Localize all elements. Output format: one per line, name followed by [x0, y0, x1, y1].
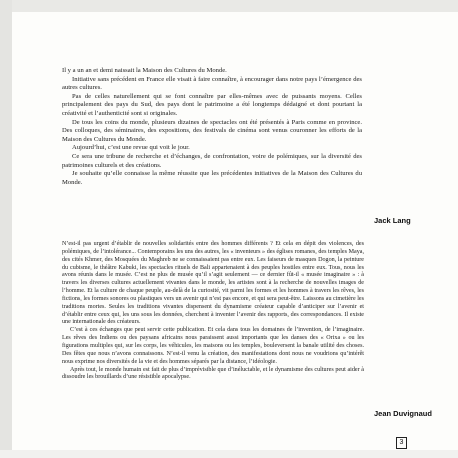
paragraph: C’est à ces échanges que peut servir cette publication. Et cela dans tous les domaines de l’invention, de l’imaginaire. Les rêves des Indiens ou des paysans africains nous paraissent aussi importants que les danses des « Orixa » ou les figurations multiples qui, sur les corps, les véhicules, les maisons ou les temples, bouleversent la banale utilité des choses. Des fêtes que nous n’avons connaissons. N’est-il venu la création, des manifestations dont nous ne voudrions qu’intérêt nous exprime nos diversités de la vie et des hommes séparés par la distance, l’idéologie. [62, 327, 364, 365]
page-edge-top [0, 0, 458, 12]
paragraph: Je souhaite qu’elle connaisse la même réussite que les précédentes initiatives de la Maison des Cultures du Monde. [62, 170, 362, 186]
paragraph: Ce sera une tribune de recherche et d’échanges, de confrontation, voire de polémiques, sur la diversité des patrimoines culturels et des créations. [62, 152, 362, 169]
page-edge-bottom [0, 450, 458, 458]
signature-jack-lang: Jack Lang [374, 216, 411, 225]
paragraph: Aujourd’hui, c’est une revue qui voit le jour. [72, 144, 190, 152]
page-number: 3 [396, 437, 407, 449]
paragraph: De tous les coins du monde, plusieurs dizaines de spectacles ont été présentés à Paris comme en province. Des colloques, des séminaires, des expositions, des festivals de cinéma sont venus couronner les efforts de la Maison des Cultures du Monde. [62, 118, 362, 143]
page-edge-left [0, 0, 12, 458]
signature-jean-duvignaud: Jean Duvignaud [374, 409, 432, 418]
editorial-text-jack-lang [62, 67, 362, 187]
paragraph: Pas de celles naturellement qui se font connaître par elles-mêmes avec de puissants moyens. Celles principalement des pays du Sud, des pays dont le patrimoine a été longtemps dédaigné et dont pourtant la créativité et l’authenticité sont si originales. [62, 92, 362, 117]
paragraph: N’est-il pas urgent d’établir de nouvelles solidarités entre des hommes différents ? Et cela en dépit des violences, des polémiques, de l’intolérance... Contemporains les uns des autres, les « inventeurs » des églises romanes, des temples Maya, des cités Khmer, des Mosquées du Maghreb ne se connaissaient pas entre eux. Les faiseurs de masques Dogon, la peinture du cubisme, le théâtre Kabuki, les spectacles rituels de Bali appartenaient à des peuples hostiles entre eux. Tous, nous les avons réunis dans le musée. C’est ne plus de musée qu’il s’agit seulement — ce dernier fût-il « musée imaginaire » : à travers les diverses cultures actuellement vivantes dans le monde, les artistes sont à la recherche de nouvelles images de l’homme. Et la culture de chaque peuple, au-delà de la curiosité, vit parmi les formes et les hommes à travers les rêves, les fictions, les formes sonores ou plastiques vers un avenir qui n’est pas encore, et qui sera peut-être. Laissons au cimetière les traditions mortes. Seules les traditions vivantes dispensent du dynamisme créateur capable d’anticiper sur l’avenir et d’établir entre ceux qui, les uns sous les données, cherchent à inventer l’avenir des rapports, des correspondances. Il existe une internationale des créateurs. [62, 241, 364, 326]
paragraph: Après tout, le monde humain est fait de plus d’imprévisible que d’inéluctable, et le dynamisme des cultures peut aider à dissoudre les brouillards d’une résistible apocalypse. [62, 366, 364, 381]
editorial-text-jean-duvignaud [62, 241, 364, 382]
paragraph: Il y a un an et demi naissait la Maison des Cultures du Monde. [62, 67, 227, 74]
paragraph: Initiative sans précédent en France elle visait à faire connaître, à encourager dans notre pays l’émergence des autres cultures. [62, 75, 362, 92]
